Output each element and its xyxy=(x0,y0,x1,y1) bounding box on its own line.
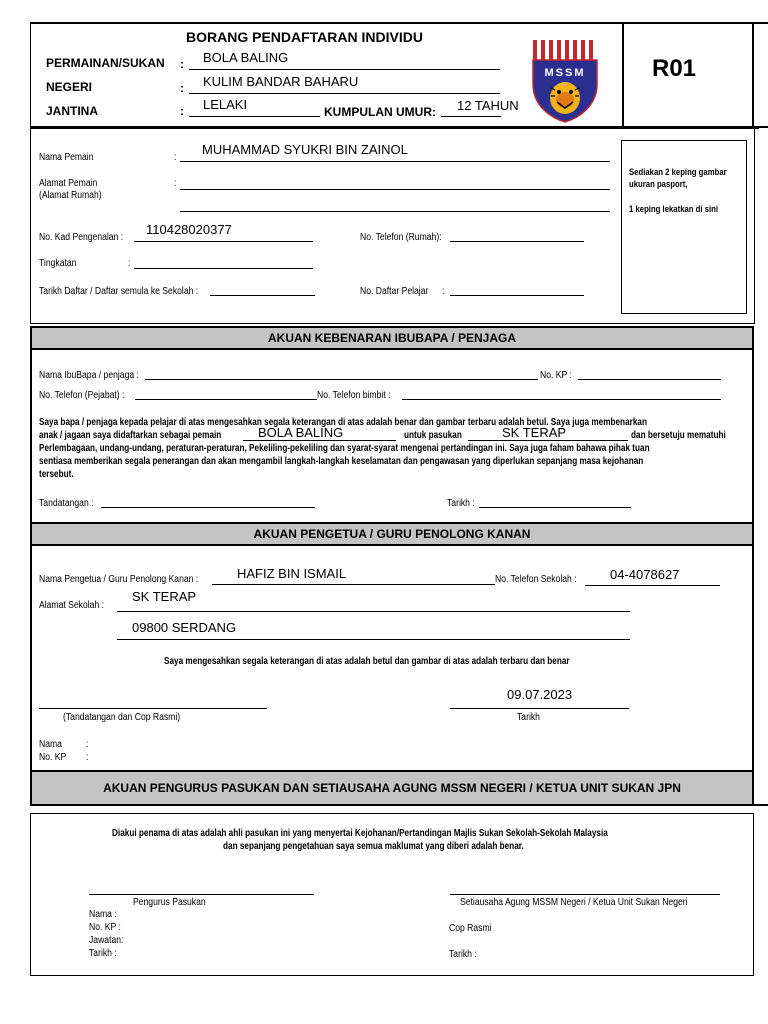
form-title: BORANG PENDAFTARAN INDIVIDU xyxy=(186,29,423,45)
school-address-line-1: SK TERAP xyxy=(132,589,197,604)
address-underline-2 xyxy=(180,211,610,212)
form-level-underline xyxy=(134,268,313,269)
photo-note-1: Sediakan 2 keping gambar xyxy=(629,167,727,177)
player-name-label: Nama Pemain xyxy=(39,152,94,163)
state-underline xyxy=(189,93,500,94)
header-code-divider xyxy=(622,22,624,128)
parent-signature-label: Tandatangan : xyxy=(39,498,94,509)
manager-signature-underline xyxy=(89,894,314,895)
school-address-underline-2 xyxy=(117,639,630,640)
header-right-divider xyxy=(752,22,754,128)
principal-date-value: 09.07.2023 xyxy=(507,687,573,702)
phone-home-underline xyxy=(450,241,584,242)
svg-text:MSSM: MSSM xyxy=(544,67,586,79)
player-name-value: MUHAMMAD SYUKRI BIN ZAINOL xyxy=(202,142,408,157)
manager-tarikh: Tarikh : xyxy=(89,948,117,959)
principal-name-underline xyxy=(212,584,495,585)
gender-value: LELAKI xyxy=(203,97,248,112)
ic-value: 110428020377 xyxy=(146,222,232,237)
principal-nama-label: Nama xyxy=(39,739,62,750)
ic-label: No. Kad Pengenalan : xyxy=(39,232,124,243)
state-label: NEGERI xyxy=(46,80,93,94)
parent-kp-underline xyxy=(578,379,721,380)
parent-consent-sport-underline xyxy=(243,440,396,441)
management-heading-text: AKUAN PENGURUS PASUKAN DAN SETIAUSAHA AGUNG MSSM NEGERI / KETUA UNIT SUKAN JPN xyxy=(103,781,681,795)
sport-underline xyxy=(189,69,500,70)
mssm-logo xyxy=(529,38,601,124)
principal-name-value: HAFIZ BIN ISMAIL xyxy=(237,566,347,581)
age-group-underline xyxy=(441,116,501,117)
sport-value: BOLA BALING xyxy=(203,50,289,65)
principal-kp-colon: : xyxy=(86,752,89,763)
management-section-heading xyxy=(30,770,754,806)
school-address-underline-1 xyxy=(117,611,630,612)
management-text-line-1: Diakui penama di atas adalah ahli pasukan ini yang menyertai Kejohanan/Pertandingan Majlis Sukan Sekolah-Sekolah Malaysia xyxy=(112,828,608,839)
student-no-label: No. Daftar Pelajar xyxy=(360,286,429,297)
parent-consent-line-2c: dan bersetuju mematuhi xyxy=(631,430,726,441)
player-name-colon: : xyxy=(174,152,177,163)
parent-name-underline xyxy=(145,379,538,380)
parent-date-underline xyxy=(479,507,631,508)
parent-kp-label: No. KP : xyxy=(540,370,572,381)
principal-signature-label: (Tandatangan dan Cop Rasmi) xyxy=(63,712,181,723)
parent-consent-line-1: Saya bapa / penjaga kepada pelajar di atas mengesahkan segala keterangan di atas adalah benar dan gambar terbaru adalah betul. Saya juga membenarkan xyxy=(39,417,647,428)
school-address-line-2: 09800 SERDANG xyxy=(132,620,237,635)
school-address-label: Alamat Sekolah : xyxy=(39,600,105,611)
form-level-colon: : xyxy=(128,258,131,269)
gender-colon: : xyxy=(180,104,184,118)
age-group-value: 12 TAHUN xyxy=(457,98,519,113)
address-underline-1 xyxy=(180,189,610,190)
secretary-tarikh: Tarikh : xyxy=(449,949,477,960)
mssm-shield-icon xyxy=(529,38,601,124)
phone-mobile-underline xyxy=(402,399,721,400)
manager-jawatan: Jawatan: xyxy=(89,935,124,946)
form-code: R01 xyxy=(652,55,697,82)
secretary-cop: Cop Rasmi xyxy=(449,923,492,934)
parent-consent-team: SK TERAP xyxy=(502,425,567,440)
school-phone-underline xyxy=(585,585,720,586)
gender-underline xyxy=(189,116,320,117)
student-no-underline xyxy=(450,295,584,296)
principal-date-underline xyxy=(450,708,629,709)
phone-office-label: No. Telefon (Pejabat) : xyxy=(39,390,125,401)
address-label-2: (Alamat Rumah) xyxy=(39,190,102,201)
form-level-label: Tingkatan xyxy=(39,258,77,269)
address-label-1: Alamat Pemain xyxy=(39,178,98,189)
sport-colon: : xyxy=(180,57,184,71)
school-phone-label: No. Telefon Sekolah : xyxy=(495,574,577,585)
management-heading-stub xyxy=(754,804,768,806)
principal-confirm-text: Saya mengesahkan segala keterangan di atas adalah betul dan gambar di atas adalah terbaru dan benar xyxy=(164,656,570,667)
parent-section-heading: AKUAN KEBENARAN IBUBAPA / PENJAGA xyxy=(30,326,754,350)
principal-kp-label: No. KP xyxy=(39,752,67,763)
parent-consent-line-2a: anak / jagaan saya didaftarkan sebagai pemain xyxy=(39,430,222,441)
parent-consent-line-2b: untuk pasukan xyxy=(404,430,462,441)
parent-signature-underline xyxy=(101,507,315,508)
school-phone-value: 04-4078627 xyxy=(610,567,680,582)
photo-note-3: 1 keping lekatkan di sini xyxy=(629,204,719,214)
secretary-signature-underline xyxy=(450,894,720,895)
phone-home-label: No. Telefon (Rumah): xyxy=(360,232,442,243)
management-text-line-2: dan sepanjang pengetahuan saya semua maklumat yang diberi adalah benar. xyxy=(223,841,524,852)
address-colon: : xyxy=(174,178,177,189)
header-right-stub xyxy=(754,22,768,24)
principal-signature-underline xyxy=(39,708,267,709)
state-value: KULIM BANDAR BAHARU xyxy=(203,74,359,89)
principal-name-label: Nama Pengetua / Guru Penolong Kanan : xyxy=(39,574,199,585)
parent-consent-sport: BOLA BALING xyxy=(258,425,344,440)
age-group-label: KUMPULAN UMUR: xyxy=(324,105,436,119)
secretary-label: Setiausaha Agung MSSM Negeri / Ketua Unit Sukan Negeri xyxy=(460,897,688,908)
player-name-underline xyxy=(180,161,610,162)
manager-label: Pengurus Pasukan xyxy=(133,897,206,908)
principal-date-label: Tarikh xyxy=(517,712,540,723)
parent-consent-line-3: Perlembagaan, undang-undang, peraturan-peraturan, Pekeliling-pekeliling dan syarat-syarat mengenai pertandingan ini. Saya juga faham bahawa pihak tuan xyxy=(39,443,650,454)
manager-kp: No. KP : xyxy=(89,922,121,933)
gender-label: JANTINA xyxy=(46,104,99,118)
phone-office-underline xyxy=(135,399,317,400)
sport-label: PERMAINAN/SUKAN xyxy=(46,56,165,70)
ic-underline xyxy=(134,241,313,242)
student-no-colon: : xyxy=(442,286,445,297)
header-right-stub-2 xyxy=(754,126,768,128)
principal-nama-colon: : xyxy=(86,739,89,750)
parent-date-label: Tarikh : xyxy=(447,498,475,509)
manager-nama: Nama : xyxy=(89,909,117,920)
school-reg-date-underline xyxy=(210,295,315,296)
parent-consent-line-4: sentiasa memberikan segala penerangan dan akan mengambil langkah-langkah keselamatan dan pengawasan yang diperlukan sepanjang masa kejohanan xyxy=(39,456,644,467)
photo-note-2: ukuran pasport, xyxy=(629,179,688,189)
phone-mobile-label: No. Telefon bimbit : xyxy=(317,390,391,401)
school-reg-date-label: Tarikh Daftar / Daftar semula ke Sekolah : xyxy=(39,286,199,297)
parent-name-label: Nama IbuBapa / penjaga : xyxy=(39,370,139,381)
principal-section-heading: AKUAN PENGETUA / GURU PENOLONG KANAN xyxy=(30,522,754,546)
state-colon: : xyxy=(180,81,184,95)
parent-consent-line-5: tersebut. xyxy=(39,469,74,480)
parent-consent-team-underline xyxy=(468,440,628,441)
